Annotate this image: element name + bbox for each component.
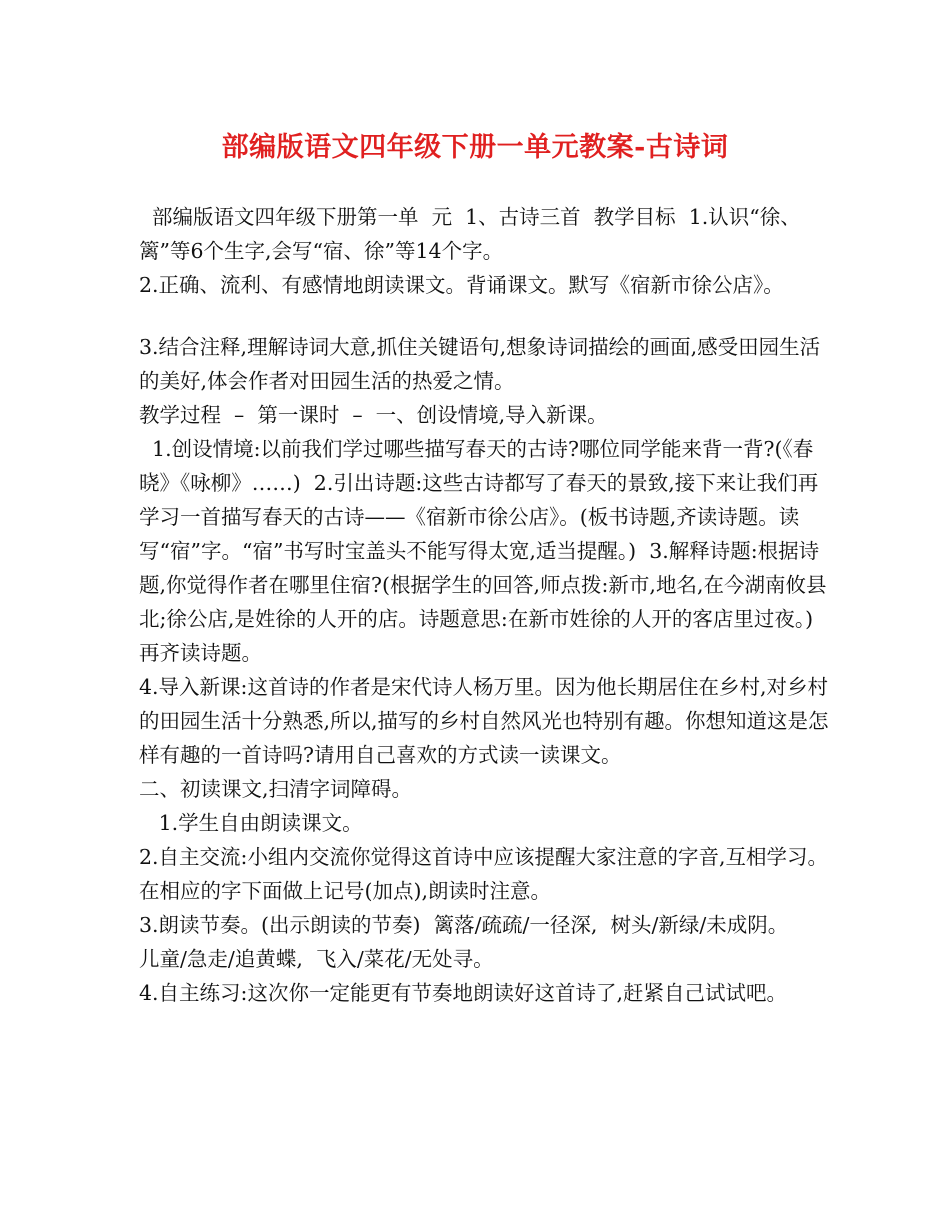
document-body [139,200,829,1010]
paragraph-read-freely: 1.学生自由朗读课文。 [139,811,363,835]
paragraph-steps-1-3: 1.创设情境:以前我们学过哪些描写春天的古诗?哪位同学能来背一背?(《春晓》《咏柳》……) 2.引出诗题:这些古诗都写了春天的景致,接下来让我们再学习一首描写春天的古诗——《宿新市徐公店》。(板书诗题,齐读诗题。读写“宿”字。“宿”书写时宝盖头不能写得太宽,适当提醒。) 3.解释诗题:根据诗题,你觉得作者在哪里住宿?(根据学生的回答,师点拨:新市,地名,在今湖南攸县北;徐公店,是姓徐的人开的店。诗题意思:在新市姓徐的人开的客店里过夜。)再齐读诗题。 [139,437,827,665]
paragraph-section-2-heading: 二、初读课文,扫清字词障碍。 [139,777,413,801]
paragraph-rhythm: 3.朗读节奏。(出示朗读的节奏) 篱落/疏疏/一径深, 树头/新绿/未成阴。 [139,913,789,937]
paragraph-objective-3: 3.结合注释,理解诗词大意,抓住关键语句,想象诗词描绘的画面,感受田园生活的美好,体会作者对田园生活的热爱之情。 [139,335,821,393]
document-title: 部编版语文四年级下册一单元教案-古诗词 [221,132,729,163]
paragraph-process-heading: 教学过程 – 第一课时 – 一、创设情境,导入新课。 [139,403,608,427]
paragraph-practice: 4.自主练习:这次你一定能更有节奏地朗读好这首诗了,赶紧自己试试吧。 [139,981,787,1005]
paragraph-objectives: 部编版语文四年级下册第一单 元 1、古诗三首 教学目标 1.认识“徐、篱”等6个生字,会写“宿、徐”等14个字。 [139,205,801,263]
paragraph-step-4: 4.导入新课:这首诗的作者是宋代诗人杨万里。因为他长期居住在乡村,对乡村的田园生活十分熟悉,所以,描写的乡村自然风光也特别有趣。你想知道这是怎样有趣的一首诗吗?请用自己喜欢的方式读一读课文。 [139,675,829,767]
paragraph-exchange: 2.自主交流:小组内交流你觉得这首诗中应该提醒大家注意的字音,互相学习。在相应的字下面做上记号(加点),朗读时注意。 [139,845,828,903]
paragraph-poem-line-2: 儿童/急走/追黄蝶, 飞入/菜花/无处寻。 [139,947,494,971]
paragraph-gap [139,302,829,330]
paragraph-objective-2: 2.正确、流利、有感情地朗读课文。背诵课文。默写《宿新市徐公店》。 [139,273,784,297]
